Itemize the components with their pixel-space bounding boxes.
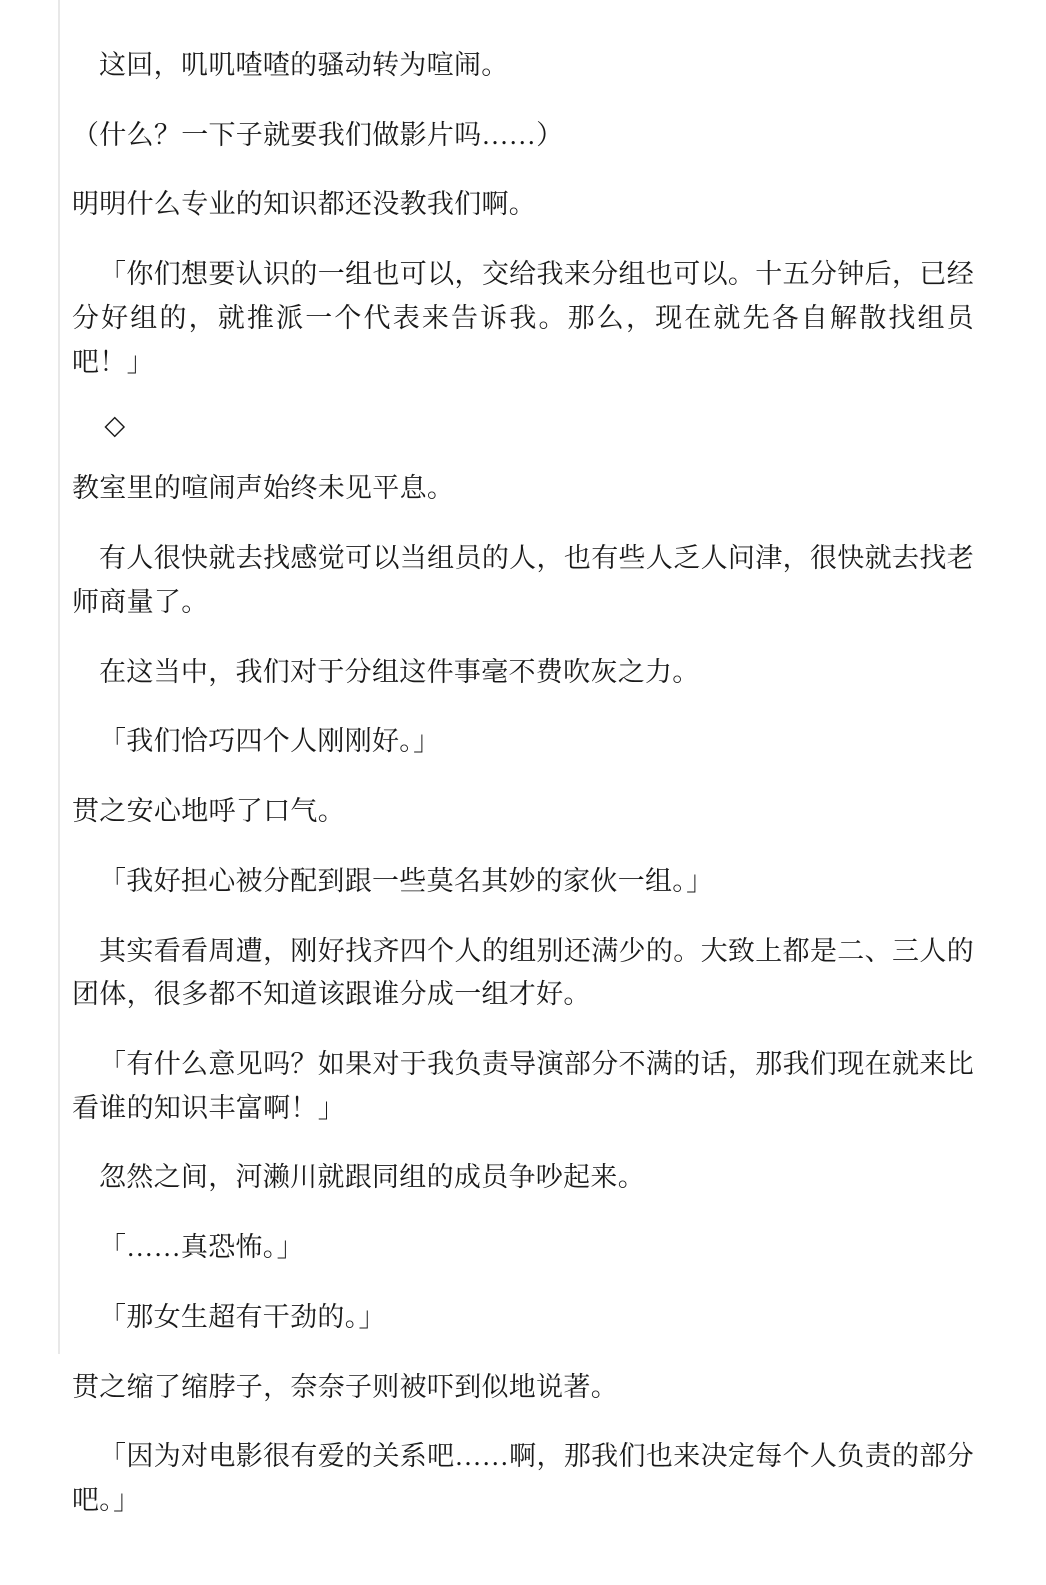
paragraph: 这回，叽叽喳喳的骚动转为喧闹。 <box>99 50 509 80</box>
paragraph: 明明什么专业的知识都还没教我们啊。 <box>72 189 537 220</box>
paragraph: 「有什么意见吗？如果对于我负责导演部分不满的话，那我们现在就来比看谁的知识丰富啊！」 <box>72 1049 974 1123</box>
paragraph: 「……真恐怖。」 <box>99 1232 304 1263</box>
paragraph: 其实看看周遭，刚好找齐四个人的组别还满少的。大致上都是二、三人的团体，很多都不知道该跟谁分成一组才好。 <box>72 935 974 1010</box>
paragraph: 贯之安心地呼了口气。 <box>72 796 345 827</box>
paragraph: 在这当中，我们对于分组这件事毫不费吹灰之力。 <box>99 656 700 687</box>
paragraph: 「你们想要认识的一组也可以，交给我来分组也可以。十五分钟后，已经分好组的，就推派一个代表来告诉我。那么，现在就先各自解散找组员吧！」 <box>72 259 974 377</box>
page-edge-line <box>58 0 60 1354</box>
paragraph: 忽然之间，河濑川就跟同组的成员争吵起来。 <box>99 1162 645 1193</box>
section-divider: ◇ <box>104 410 126 441</box>
paragraph: 有人很快就去找感觉可以当组员的人，也有些人乏人问津，很快就去找老师商量了。 <box>72 543 974 617</box>
paragraph: 贯之缩了缩脖子，奈奈子则被吓到似地说著。 <box>72 1371 618 1402</box>
paragraph: 「因为对电影很有爱的关系吧……啊，那我们也来决定每个人负责的部分吧。」 <box>72 1441 974 1516</box>
paragraph: 「我好担心被分配到跟一些莫名其妙的家伙一组。」 <box>99 865 714 896</box>
paragraph: 「那女生超有干劲的。」 <box>99 1301 386 1332</box>
paragraph: （什么？一下子就要我们做影片吗……） <box>72 119 564 150</box>
page-body <box>72 36 974 1523</box>
paragraph: 教室里的喧闹声始终未见平息。 <box>72 473 455 504</box>
paragraph: 「我们恰巧四个人刚刚好。」 <box>99 726 441 757</box>
